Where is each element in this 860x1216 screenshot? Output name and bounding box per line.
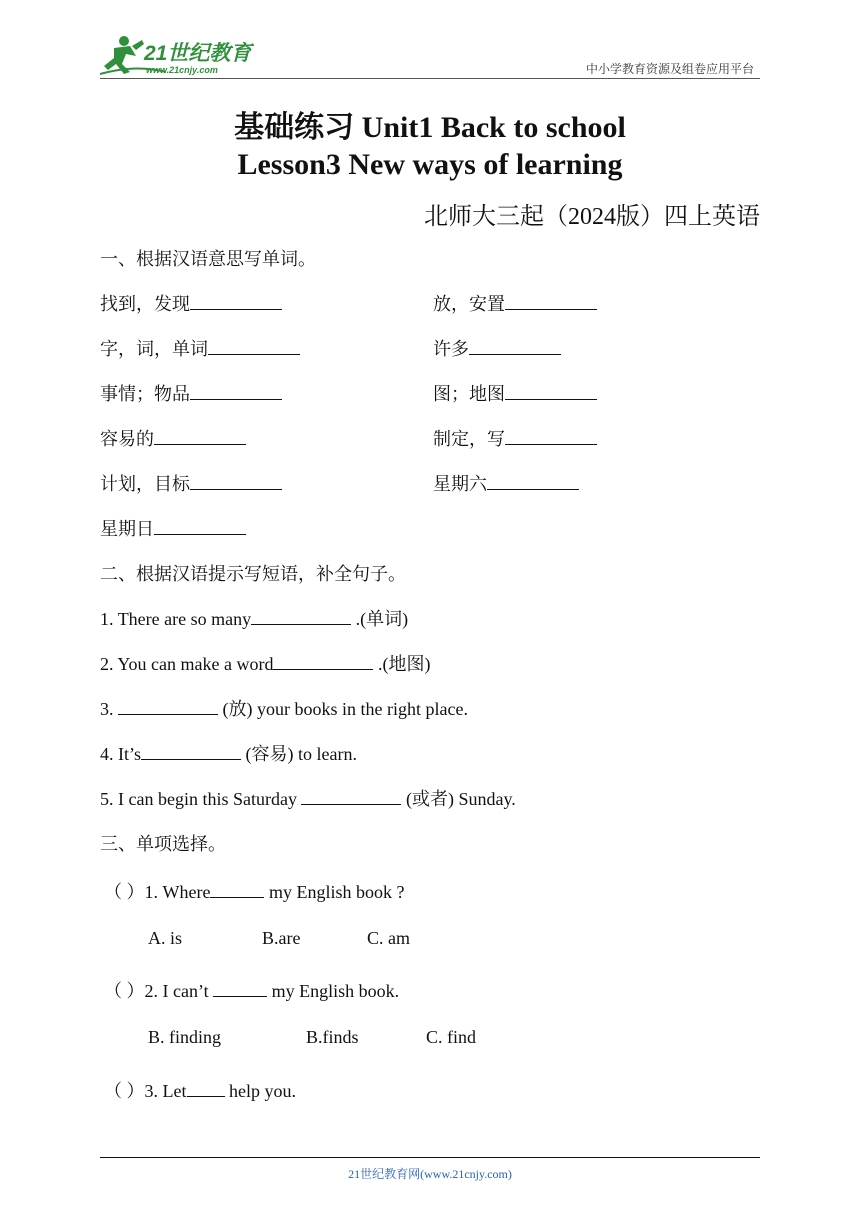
answer-blank[interactable]	[208, 340, 300, 355]
section-2-heading: 二、根据汉语提示写短语，补全句子。	[100, 564, 406, 584]
answer-blank[interactable]	[251, 610, 351, 625]
logo-text: 21世纪教育	[144, 42, 252, 65]
answer-blank[interactable]	[154, 520, 246, 535]
vocab-label: 许多	[433, 339, 469, 359]
sentence-item	[100, 605, 408, 631]
item-number: 3.	[100, 699, 114, 719]
vocab-label: 容易的	[100, 429, 154, 449]
answer-blank[interactable]	[141, 745, 241, 760]
title-line-2: Lesson3 New ways of learning	[237, 148, 623, 181]
sentence-text: There are so many	[117, 609, 252, 629]
question-text: 2. I can’t	[144, 981, 214, 1001]
answer-blank[interactable]	[154, 430, 246, 445]
vocab-item	[100, 290, 282, 316]
question-text: 1. Where	[144, 882, 211, 902]
answer-bracket[interactable]: （ ）	[104, 882, 145, 902]
answer-blank[interactable]	[190, 475, 282, 490]
answer-blank[interactable]	[118, 700, 218, 715]
answer-blank[interactable]	[213, 982, 267, 997]
sentence-text: (容易) to learn.	[241, 744, 357, 764]
item-number: 5.	[100, 789, 114, 809]
answer-blank[interactable]	[187, 1082, 225, 1097]
choice-option[interactable]: A. is	[148, 928, 183, 948]
choice-question	[104, 878, 404, 904]
vocab-label: 制定，写	[433, 429, 505, 449]
vocab-item	[433, 335, 561, 361]
sentence-text: (放) your books in the right place.	[218, 699, 468, 719]
subtitle: 北师大三起（2024版）四上英语	[424, 204, 760, 230]
item-number: 2.	[100, 654, 114, 674]
answer-blank[interactable]	[469, 340, 561, 355]
sentence-item	[100, 695, 468, 721]
answer-blank[interactable]	[190, 385, 282, 400]
title-line-1: 基础练习 Unit1 Back to school	[234, 111, 626, 144]
vocab-item	[100, 515, 246, 541]
vocab-label: 找到，发现	[100, 294, 190, 314]
vocab-label: 星期日	[100, 519, 154, 539]
answer-blank[interactable]	[505, 430, 597, 445]
logo-url: www.21cnjy.com	[146, 65, 218, 75]
answer-blank[interactable]	[190, 295, 282, 310]
vocab-item	[433, 290, 597, 316]
sentence-text: .(单词)	[351, 609, 409, 629]
vocab-item	[433, 425, 597, 451]
vocab-label: 星期六	[433, 474, 487, 494]
site-logo	[96, 34, 256, 78]
sentence-text: (或者) Sunday.	[401, 789, 516, 809]
question-text: help you.	[224, 1081, 296, 1101]
sentence-text: .(地图)	[373, 654, 431, 674]
item-number: 4.	[100, 744, 114, 764]
choice-option[interactable]: C. find	[426, 1027, 477, 1047]
vocab-item	[100, 425, 246, 451]
sentence-item	[100, 785, 516, 811]
answer-blank[interactable]	[273, 655, 373, 670]
vocab-item	[433, 380, 597, 406]
question-text: my English book ?	[264, 882, 405, 902]
vocab-label: 放，安置	[433, 294, 505, 314]
choice-option[interactable]: B.finds	[306, 1027, 359, 1047]
sentence-item	[100, 650, 430, 676]
sentence-item	[100, 740, 357, 766]
question-text: 3. Let	[144, 1081, 187, 1101]
vocab-item	[433, 470, 579, 496]
vocab-item	[100, 335, 300, 361]
answer-bracket[interactable]: （ ）	[104, 981, 145, 1001]
vocab-label: 图；地图	[433, 384, 505, 404]
answer-blank[interactable]	[210, 883, 264, 898]
question-text: my English book.	[267, 981, 400, 1001]
sentence-text: You can make a word	[117, 654, 274, 674]
answer-blank[interactable]	[505, 295, 597, 310]
header-divider	[100, 78, 760, 79]
choice-option[interactable]: B. finding	[148, 1027, 222, 1047]
vocab-label: 事情；物品	[100, 384, 190, 404]
vocab-item	[100, 380, 282, 406]
choice-option[interactable]: B.are	[262, 928, 301, 948]
footer-link[interactable]: 21世纪教育网(www.21cnjy.com)	[348, 1167, 512, 1181]
footer-divider	[100, 1157, 760, 1158]
vocab-label: 字，词，单词	[100, 339, 208, 359]
vocab-item	[100, 470, 282, 496]
vocab-label: 计划，目标	[100, 474, 190, 494]
answer-blank[interactable]	[487, 475, 579, 490]
header-note: 中小学教育资源及组卷应用平台	[585, 62, 754, 76]
answer-bracket[interactable]: （ ）	[104, 1081, 145, 1101]
item-number: 1.	[100, 609, 114, 629]
sentence-text: It’s	[118, 744, 142, 764]
choice-question	[104, 977, 399, 1003]
choice-question	[104, 1077, 296, 1103]
answer-blank[interactable]	[301, 790, 401, 805]
sentence-text: I can begin this Saturday	[118, 789, 302, 809]
answer-blank[interactable]	[505, 385, 597, 400]
choice-option[interactable]: C. am	[367, 928, 410, 948]
section-3-heading: 三、单项选择。	[100, 834, 226, 854]
section-1-heading: 一、根据汉语意思写单词。	[100, 249, 316, 269]
